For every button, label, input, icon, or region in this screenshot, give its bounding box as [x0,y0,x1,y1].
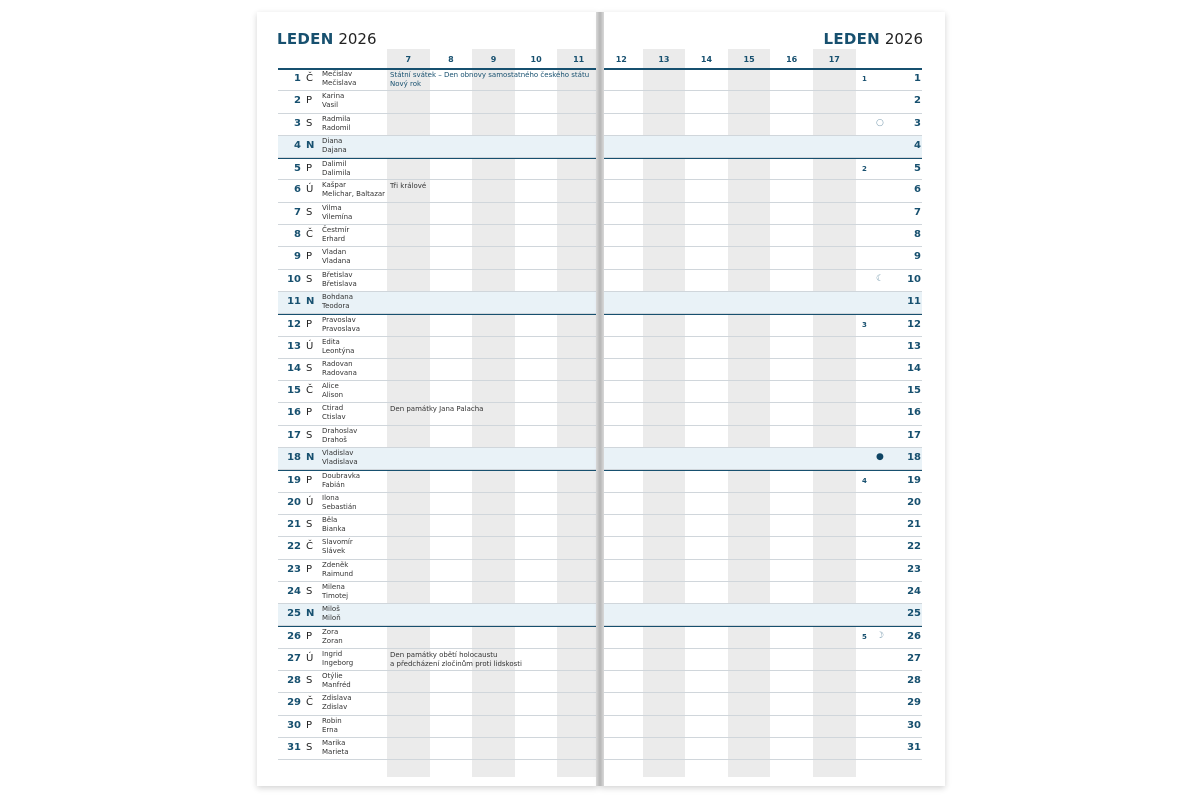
weekday: P [306,563,313,575]
day-row [278,69,598,91]
name-days [322,382,343,400]
name-days [322,271,357,289]
day-row [600,671,922,693]
name-day: Zdislava [322,694,352,703]
name-day: Fabián [322,481,345,490]
day-row [278,337,598,359]
weekday: P [306,163,313,175]
name-day: Melichar, Baltazar [322,190,386,199]
name-days [322,92,344,110]
name-days [322,628,343,646]
week-number: 2 [862,165,867,174]
day-row [278,270,598,292]
note-line: Den památky obětí holocaustu [390,650,498,659]
day-number-right: 21 [907,518,921,530]
weekday: P [306,407,313,419]
day-number: 11 [287,295,301,307]
note-line: Tři králové [390,182,427,191]
day-number-right: 28 [907,675,921,687]
name-day: Robin [322,716,342,725]
day-number: 31 [287,741,301,753]
day-row [600,359,922,381]
day-number: 27 [287,652,301,664]
day-number: 4 [294,139,301,151]
month-name: LEDEN [823,30,881,48]
name-day: Vasil [322,101,339,110]
name-days [322,404,346,422]
day-number-right: 27 [907,652,921,664]
name-day: Drahoslav [322,426,358,435]
day-number-right: 26 [907,631,921,643]
day-number-right: 12 [907,319,921,331]
day-number: 22 [287,541,301,553]
name-days [322,472,360,490]
name-day: Doubravka [322,472,361,481]
day-number-right: 5 [914,163,921,175]
weekday: P [306,95,313,107]
day-row [600,247,922,269]
day-number: 24 [287,585,301,597]
day-row [600,91,922,113]
day-number: 17 [287,429,301,441]
name-days [322,538,353,556]
name-day: Zoran [322,637,343,646]
right-page [600,12,945,786]
day-number-right: 17 [907,429,921,441]
name-day: Miloš [322,605,340,614]
day-number-right: 7 [914,206,921,218]
day-number: 15 [287,385,301,397]
name-day: Dalimil [322,160,347,169]
hour-label-17: 17 [813,49,856,69]
name-days [322,70,356,88]
day-number-right: 1 [914,73,921,84]
hour-label-10: 10 [530,54,542,64]
day-number-right: 31 [907,741,921,753]
name-day: Kašpar [322,181,347,190]
day-rows-right [600,69,922,760]
name-day: Pravoslav [322,316,356,325]
day-row [600,314,922,336]
week-number: 5 [862,633,867,642]
day-number: 29 [287,697,301,709]
day-number-right: 20 [907,496,921,508]
day-number-right: 11 [907,295,921,307]
day-row [278,158,598,180]
name-day: Timotej [322,591,349,600]
week-number: 3 [862,321,867,330]
month-title-left [277,30,377,48]
hour-label-12: 12 [615,54,627,64]
weekday: Č [306,697,313,709]
day-row [600,158,922,180]
day-row [600,114,922,136]
weekday: S [306,362,313,374]
moon-phase-icon: ● [876,452,884,463]
day-row [278,582,598,604]
name-days [322,717,342,735]
day-row [600,403,922,425]
name-day: Pravoslava [322,325,361,334]
hour-label-9: 9 [472,49,515,69]
weekday: P [306,475,313,487]
weekday: S [306,273,313,285]
name-day: Ilona [322,493,340,502]
name-days [322,583,348,601]
name-day: Zdislav [322,703,348,712]
day-row [278,426,598,448]
day-row [600,381,922,403]
name-days [322,605,341,623]
day-row [278,359,598,381]
day-row [600,493,922,515]
weekday: N [306,295,315,307]
day-row [600,337,922,359]
name-days [322,226,349,244]
weekday: S [306,206,313,218]
name-day: Bohdana [322,292,353,301]
day-number: 6 [294,184,301,196]
weekday: S [306,585,313,597]
weekday: N [306,452,315,464]
day-row [600,693,922,715]
day-number: 7 [294,206,301,218]
weekday: S [306,117,313,129]
name-days [322,561,353,579]
day-number: 16 [287,407,301,419]
name-day: Běla [322,515,338,524]
day-number: 30 [287,719,301,731]
weekday: N [306,139,315,151]
name-day: Ingeborg [322,658,354,667]
name-day: Radmila [322,114,351,123]
name-day: Diana [322,136,343,145]
day-row [600,716,922,738]
hour-label-11: 11 [557,49,598,69]
day-rows-left [278,69,598,760]
name-days [322,204,352,222]
name-day: Vladislav [322,449,354,458]
day-row [278,515,598,537]
day-row [278,537,598,559]
name-day: Slávek [322,547,346,556]
name-day: Bianka [322,524,346,533]
name-day: Ctirad [322,404,344,413]
day-row [600,649,922,671]
weekday: S [306,741,313,753]
name-day: Radovana [322,368,357,377]
weekday: Ú [306,340,314,352]
name-day: Čestmír [322,226,350,235]
day-number-right: 4 [914,139,921,151]
name-day: Marika [322,738,346,747]
name-day: Erna [322,725,338,734]
moon-phase-icon: ☽ [876,631,885,642]
holiday-note [390,405,483,414]
hour-label-13: 13 [643,49,686,69]
day-row [600,225,922,247]
name-days [322,494,357,512]
name-days [322,739,349,757]
name-days [322,181,385,199]
weekday: P [306,631,313,643]
day-number: 25 [287,608,301,620]
name-day: Alison [322,391,344,400]
day-row [600,203,922,225]
name-day: Ctislav [322,413,346,422]
day-number-right: 8 [914,229,921,241]
holiday-note [390,182,426,191]
name-day: Edita [322,337,340,346]
day-number-right: 25 [907,608,921,620]
day-row [600,69,922,91]
day-row [278,381,598,403]
day-number: 10 [287,273,301,285]
day-row [600,470,922,492]
name-day: Břetislava [322,279,357,288]
day-row [278,114,598,136]
note-line: a předcházení zločinům proti lidskosti [390,659,522,668]
day-number-right: 23 [907,563,921,575]
day-row [278,649,598,671]
day-row [600,292,922,314]
day-number-right: 30 [907,719,921,731]
day-row [278,403,598,425]
name-day: Marieta [322,747,349,756]
name-day: Zdeněk [322,560,349,569]
name-day: Karina [322,92,345,101]
year: 2026 [884,30,923,48]
day-row [278,716,598,738]
hour-label-7: 7 [387,49,430,69]
year: 2026 [338,30,377,48]
weekday: N [306,608,315,620]
day-row [278,225,598,247]
day-number-right: 9 [914,251,921,263]
hour-header-right [600,49,856,69]
weekday: Č [306,385,313,397]
book-gutter [596,12,604,786]
day-number: 21 [287,518,301,530]
day-row [600,136,922,158]
name-days [322,137,347,155]
day-row [600,426,922,448]
day-row [600,270,922,292]
day-row [278,91,598,113]
day-row [600,180,922,202]
note-line: Nový rok [390,80,422,88]
day-row [600,537,922,559]
weekday: P [306,319,313,331]
day-number: 14 [287,362,301,374]
week-number: 1 [862,75,867,83]
weekday: P [306,719,313,731]
day-row [278,247,598,269]
day-number: 28 [287,675,301,687]
name-days [322,115,350,133]
day-row [278,560,598,582]
day-row [600,515,922,537]
weekday: Ú [306,184,314,196]
name-day: Otýlie [322,672,343,681]
day-number-right: 3 [914,117,921,129]
day-number-right: 13 [907,340,921,352]
hour-label-16: 16 [786,54,798,64]
name-day: Vladana [322,257,351,266]
name-day: Vladan [322,248,347,257]
day-number-right: 2 [914,95,921,107]
day-row [278,180,598,202]
name-days [322,248,350,266]
name-day: Sebastián [322,502,357,511]
hour-label-15: 15 [728,49,771,69]
name-day: Drahoš [322,435,347,444]
day-row [278,292,598,314]
day-row [278,314,598,336]
name-day: Milena [322,582,345,591]
day-row [600,582,922,604]
name-days [322,427,357,445]
weekday: S [306,429,313,441]
name-day: Mečislav [322,70,353,78]
day-number-right: 24 [907,585,921,597]
name-days [322,449,358,467]
day-row [600,560,922,582]
name-day: Vladislava [322,458,358,467]
day-number-right: 14 [907,362,921,374]
name-days [322,160,351,178]
name-days [322,338,354,356]
day-number: 26 [287,631,301,643]
name-day: Zora [322,628,339,637]
name-day: Vilma [322,203,342,212]
day-number: 3 [294,117,301,129]
day-number: 1 [294,73,301,84]
name-day: Teodora [322,301,350,310]
day-row [278,604,598,626]
name-day: Radomil [322,123,351,132]
day-number: 20 [287,496,301,508]
name-day: Alice [322,382,339,391]
name-day: Mečislava [322,79,357,87]
name-day: Miloň [322,614,341,623]
note-line: Státní svátek – Den obnovy samostatného českého státu [390,71,590,79]
name-days [322,694,352,712]
weekday: Č [306,229,313,241]
day-number: 9 [294,251,301,263]
moon-phase-icon: ○ [876,117,884,128]
name-days [322,650,353,668]
hour-label-8: 8 [448,54,454,64]
holiday-note [390,651,522,669]
day-number: 12 [287,319,301,331]
day-number: 13 [287,340,301,352]
name-days [322,360,357,378]
day-number-right: 19 [907,475,921,487]
weekday: P [306,251,313,263]
day-number-right: 6 [914,184,921,196]
day-row [600,604,922,626]
hour-header-left [387,49,598,69]
name-day: Vilemína [322,212,353,221]
day-row [278,136,598,158]
day-row [278,448,598,470]
day-number: 19 [287,475,301,487]
day-row [278,693,598,715]
name-day: Manfréd [322,681,351,690]
day-number: 18 [287,452,301,464]
day-number-right: 18 [907,452,921,464]
month-name: LEDEN [277,30,334,48]
hour-label-14: 14 [700,54,713,64]
moon-phase-icon: ☾ [876,273,885,284]
day-number-right: 15 [907,385,921,397]
day-row [278,626,598,648]
day-number: 5 [294,163,301,175]
weekday: Č [306,541,313,553]
day-number-right: 22 [907,541,921,553]
weekday: S [306,518,313,530]
weekday: Ú [306,652,314,664]
name-day: Dajana [322,145,347,154]
day-row [600,626,922,648]
name-day: Ingrid [322,649,343,658]
day-number: 23 [287,563,301,575]
day-number: 8 [294,229,301,241]
weekday: S [306,675,313,687]
name-day: Slavomír [322,538,353,547]
holiday-note [390,71,589,89]
day-row [278,671,598,693]
day-number-right: 10 [907,273,921,285]
name-day: Erhard [322,235,346,244]
name-day: Raimund [322,569,354,578]
weekday: Ú [306,496,314,508]
day-row [278,493,598,515]
day-row [278,738,598,760]
day-row [600,738,922,760]
left-page [257,12,598,786]
name-days [322,672,351,690]
note-line: Den památky Jana Palacha [390,405,484,414]
day-row [600,448,922,470]
day-row [278,203,598,225]
week-number: 4 [862,477,867,486]
day-row [278,470,598,492]
day-number: 2 [294,95,301,107]
day-number-right: 29 [907,697,921,709]
weekday: Č [306,73,313,84]
name-days [322,516,346,534]
name-day: Dalimila [322,169,351,178]
name-day: Břetislav [322,270,353,279]
day-number-right: 16 [907,407,921,419]
name-day: Leontýna [322,346,355,355]
name-days [322,293,353,311]
name-days [322,316,360,334]
name-day: Radovan [322,359,353,368]
month-title-right [823,30,923,48]
